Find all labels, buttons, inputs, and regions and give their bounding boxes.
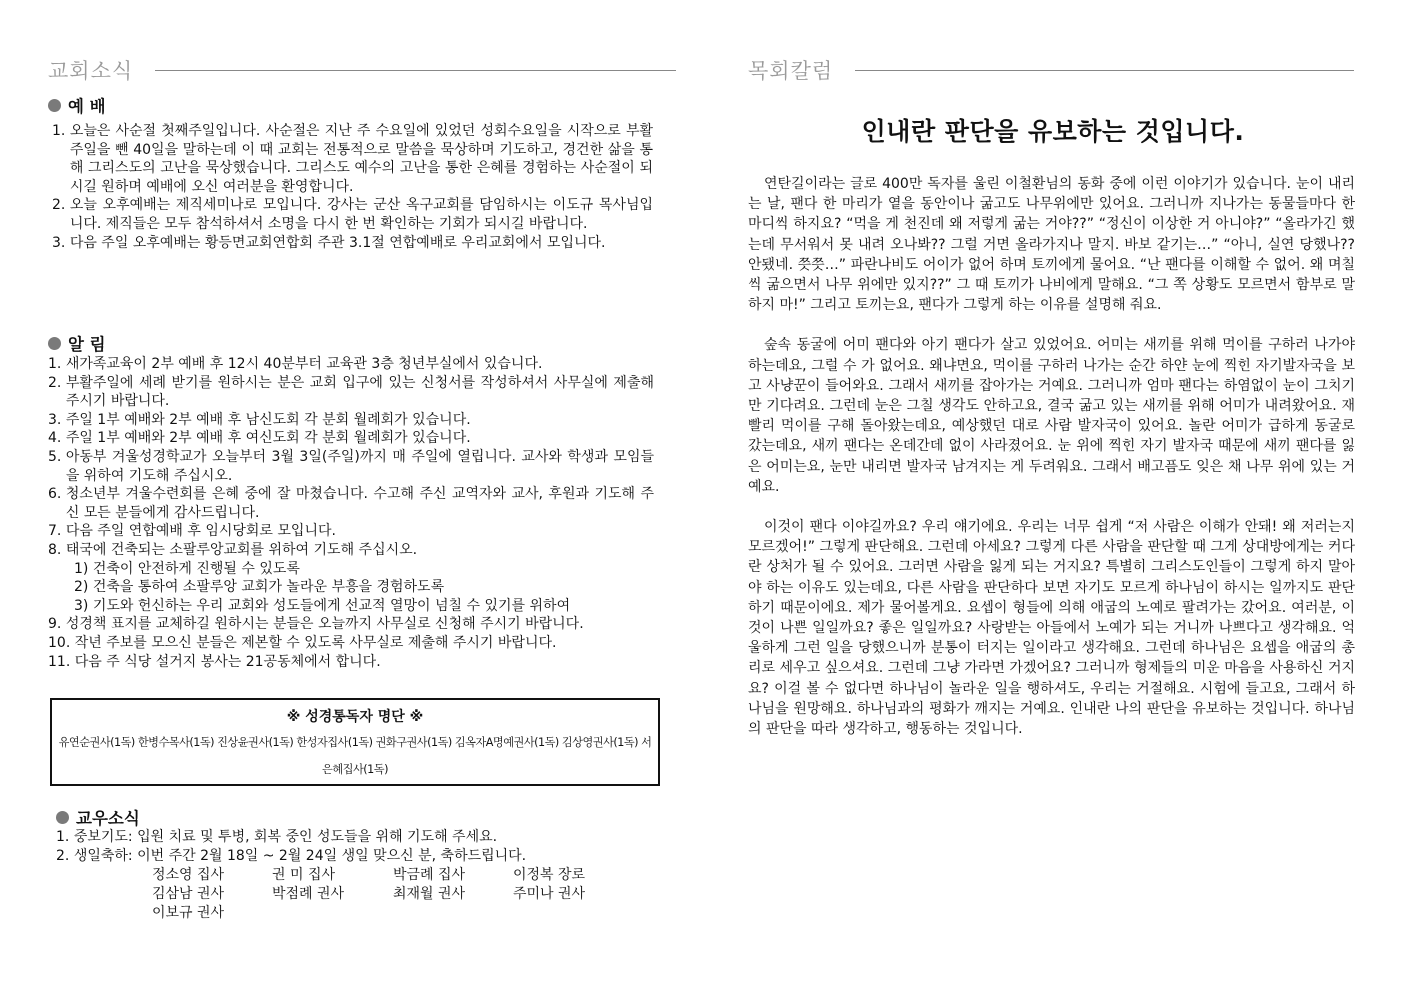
list-item <box>48 411 654 430</box>
item-number: 3. <box>48 411 66 428</box>
column-paragraph: 이것이 팬다 이야길까요? 우리 얘기에요. 우리는 너무 쉽게 “저 사람은 이해가 안돼! 왜 저러는지 모르겠어!” 그렇게 판단해요. 그런데 아세요? 그렇게 다른 사람을 판단할 때 그게 상대방에게는 커다란 상처가 될 수 있어요. 그러면 사람을 잃게 되는 거지요? 특별히 그리스도인들이 그렇게 하지 말아야 하는 이유도 있는데요, 다른 사람을 판단하다 보면 자기도 모르게 하나님이 하시는 일까지도 판단하기 때문이에요. 제가 물어볼게요. 요셉이 형들에 의해 애굽의 노예로 팔려가는 갔어요. 여러분, 이것이 나쁜 일일까요? 좋은 일일까요? 사랑받는 아들에서 노예가 되는 거니까 나쁘다고 생각해요. 억울하게 그런 일을 당했으니까 분통이 터지는 일이라고 생각해요. 그런데 하나님은 요셉을 애굽의 총리로 세우고 싶으셔요. 그런데 그냥 가라면 가겠어요? 그러니까 형제들의 미운 마음을 사용하신 거지요? 이걸 볼 수 없다면 하나님이 놀라운 일을 행하셔도, 우리는 거절해요. 시험에 들고요, 그래서 하나님을 원망해요. 하나님과의 평화가 깨지는 거예요. 인내란 나의 판단을 유보하는 것입니다. 하나님의 판단을 따라 생각하고, 행동하는 것입니다. <box>748 519 1355 738</box>
item-text: 태국에 건축되는 소팔루앙교회를 위하여 기도해 주십시오. <box>65 541 418 558</box>
column-paragraph: 숲속 동굴에 어미 팬다와 아기 팬다가 살고 있었어요. 어미는 새끼를 위해 먹이를 구하러 나가야 하는데요, 그럴 수 가 없어요. 왜냐면요, 먹이를 구하러 나가는 순간 하얀 눈에 찍힌 자기발자국을 보고 사냥꾼이 들어와요. 그래서 새끼를 잡아가는 거예요. 그러니까 엄마 팬다는 하염없이 눈이 그치기만 기다려요. 그런데 눈은 그칠 생각도 안하고요, 결국 굶고 있는 새끼를 위해 어미가 내려왔어요. 재빨리 먹이를 구해 돌아왔는데요, 예상했던 대로 사람 발자국이 있어요. 놀란 어미가 급하게 동굴로 갔는데요, 새끼 팬다는 온데간데 없이 사라졌어요. 눈 위에 찍힌 자기 발자국 때문에 새끼 팬다를 잃은 어미는요, 눈만 내리면 발자국 남겨지는 게 두려워요. 그래서 배고픔도 잊은 채 나무 위에 있는 거예요. <box>748 337 1355 495</box>
item-number: 4. <box>48 430 66 447</box>
item-text: 작년 주보를 모으신 분들은 제본할 수 있도록 사무실로 제출해 주시기 바랍니다. <box>74 634 557 651</box>
birthday-name: 이정복 장로 <box>513 867 586 883</box>
item-number: 1. <box>52 123 70 139</box>
list-item <box>48 448 654 485</box>
list-item <box>48 615 654 634</box>
news-header-rule <box>155 70 676 71</box>
item-number: 10. <box>48 634 75 651</box>
item-text: 주일 1부 예배와 2부 예배 후 여신도회 각 분회 월례회가 있습니다. <box>65 430 471 447</box>
news-header-label: 교회소식 <box>48 59 134 83</box>
column-header-rule <box>855 70 1354 71</box>
list-item <box>48 541 654 560</box>
birthday-row <box>152 885 656 904</box>
column-body <box>748 174 1355 739</box>
birthday-row <box>152 866 656 885</box>
item-number: 2. <box>48 374 66 391</box>
item-text: 아동부 겨울성경학교가 오늘부터 3월 3일(주일)까지 매 주일에 열립니다. 교사와 학생과 모임들을 위하여 기도해 주십시오. <box>65 448 654 484</box>
list-item <box>52 122 653 196</box>
list-item <box>56 847 656 866</box>
list-item <box>48 374 654 411</box>
worship-title: 예 배 <box>68 97 106 116</box>
bible-readers-names: 유연순권사(1독) 한병수목사(1독) 진상윤권사(1독) 한성자집사(1독) 권화구권사(1독) 김옥자A명예권사(1독) 김상영권사(1독) 서은혜집사(1독) <box>58 736 652 776</box>
item-text: 다음 주일 오후예배는 황등면교회연합회 주관 3.1절 연합예배로 우리교회에서 모입니다. <box>69 234 606 251</box>
item-text: 오늘 오후예배는 제직세미나로 모입니다. 강사는 군산 옥구교회를 담임하시는 이도규 목사님입니다. 제직들은 모두 참석하셔서 소명을 다시 한 번 확인하는 기회가 되시길 바랍니다. <box>69 197 653 232</box>
circle-bullet-icon <box>48 99 61 112</box>
item-number: 1. <box>48 356 66 372</box>
birthday-name: 주미나 권사 <box>513 886 586 902</box>
item-text: 입원 치료 및 투병, 회복 중인 성도들을 위해 기도해 주세요. <box>137 829 498 845</box>
members-list <box>56 828 656 923</box>
item-text: 청소년부 겨울수련회를 은혜 중에 잘 마쳤습니다. 수고해 주신 교역자와 교사, 후원과 기도해 주신 모든 분들에게 감사드립니다. <box>65 486 654 521</box>
item-text: 성경책 표지를 교체하길 원하시는 분들은 오늘까지 사무실로 신청해 주시기 바랍니다. <box>65 616 584 633</box>
item-number: 2. <box>56 848 74 864</box>
birthday-name: 최재월 권사 <box>393 886 466 902</box>
column-title: 인내란 판단을 유보하는 것입니다. <box>861 117 1245 146</box>
list-item <box>52 196 653 233</box>
sub-list-item: 1) 건축이 안전하게 진행될 수 있도록 <box>74 560 300 577</box>
birthday-name: 정소영 집사 <box>152 867 225 883</box>
birthday-name: 박금례 집사 <box>393 867 466 883</box>
column-header-label: 목회칼럼 <box>748 59 834 83</box>
sub-list-item: 3) 기도와 헌신하는 우리 교회와 성도들에게 선교적 열망이 넘칠 수 있기를 위하여 <box>74 597 571 614</box>
birthday-name: 권 미 집사 <box>272 867 335 883</box>
birthday-name: 김삼남 권사 <box>152 886 225 902</box>
notice-list <box>48 355 654 671</box>
list-item <box>48 485 654 522</box>
sub-list-item: 2) 건축을 통하여 소팔루앙 교회가 놀라운 부흥을 경험하도록 <box>74 579 445 596</box>
item-number: 3. <box>52 234 70 251</box>
item-number: 7. <box>48 523 66 540</box>
item-number: 2. <box>52 197 70 214</box>
item-number: 8. <box>48 541 66 558</box>
birthday-row <box>152 904 656 923</box>
list-item <box>48 355 654 374</box>
item-number: 9. <box>48 616 66 633</box>
column-paragraph: 연탄길이라는 글로 400만 독자를 울린 이철환님의 동화 중에 이런 이야기가 있습니다. 눈이 내리는 날, 팬다 한 마리가 옅을 동안이나 굶고도 나무위에만 있어요. 그러니까 지나가는 동물들마다 한 마디씩 하지요? “먹을 게 천진데 왜 저렇게 굶는 거야??” “정신이 이상한 거 아니야?” “올라가긴 했는데 무서워서 못 내려 오나봐?? 그럴 거면 올라가지나 말지. 바보 같기는…” “아니, 실연 당했나?? 안됐네. 쯧쯧…” 파란나비도 어이가 없어 하며 토끼에게 물어요. “난 팬다를 이해할 수 없어. 왜 며칠씩 굶으면서 나무 위에만 있지??” 그 때 토끼가 나비에게 말해요. “그 쪽 상황도 모르면서 함부로 말하지 마!” 그리고 토끼는요, 팬다가 그렇게 하는 이유를 설명해 줘요. <box>748 176 1355 314</box>
worship-heading <box>48 93 106 117</box>
worship-list <box>52 122 653 252</box>
bible-readers-title: ※ 성경통독자 명단 ※ <box>286 709 424 725</box>
list-item <box>56 828 656 847</box>
notice-title: 알 림 <box>68 335 106 354</box>
members-heading <box>56 805 140 829</box>
item-label: 중보기도: <box>73 829 138 845</box>
list-item <box>48 522 654 541</box>
item-number: 5. <box>48 448 66 465</box>
list-item <box>48 634 654 653</box>
news-header <box>48 55 676 85</box>
bible-readers-box <box>50 698 660 786</box>
item-text: 이번 주간 2월 18일 ~ 2월 24일 생일 맞으신 분, 축하드립니다. <box>137 848 527 864</box>
item-text: 부활주일에 세례 받기를 원하시는 분은 교회 입구에 있는 신청서를 작성하셔서 사무실에 제출해 주시기 바랍니다. <box>65 374 654 410</box>
list-item <box>52 234 653 253</box>
item-text: 다음 주 식당 설거지 봉사는 21공동체에서 합니다. <box>74 653 381 670</box>
item-number: 1. <box>56 829 74 845</box>
notice-heading <box>48 331 106 355</box>
list-item <box>48 429 654 448</box>
item-text: 오늘은 사순절 첫째주일입니다. 사순절은 지난 주 수요일에 있었던 성회수요일을 시작으로 부활 주일을 뺀 40일을 말하는데 이 때 교회는 전통적으로 말씀을 묵상하며 기도하고, 경건한 삶을 통해 그리스도의 고난을 묵상했습니다. 그리스도 예수의 고난을 통한 은혜를 경험하는 사순절이 되시길 원하며 예배에 오신 여러분을 환영합니다. <box>69 123 653 195</box>
item-label: 생일축하: <box>73 848 138 864</box>
circle-bullet-icon <box>56 811 69 824</box>
list-item <box>48 653 654 672</box>
birthday-name: 박점례 권사 <box>272 886 345 902</box>
birthday-names <box>56 866 656 923</box>
item-number: 11. <box>48 653 75 670</box>
item-text: 새가족교육이 2부 예배 후 12시 40분부터 교육관 3층 청년부실에서 있습니다. <box>65 356 543 372</box>
item-text: 다음 주일 연합예배 후 임시당회로 모입니다. <box>65 523 336 540</box>
birthday-name: 이보규 권사 <box>152 905 225 921</box>
circle-bullet-icon <box>48 337 61 350</box>
members-title: 교우소식 <box>76 809 140 828</box>
item-number: 6. <box>48 486 66 503</box>
item-text: 주일 1부 예배와 2부 예배 후 남신도회 각 분회 월례회가 있습니다. <box>65 411 471 428</box>
column-header <box>748 55 1354 85</box>
